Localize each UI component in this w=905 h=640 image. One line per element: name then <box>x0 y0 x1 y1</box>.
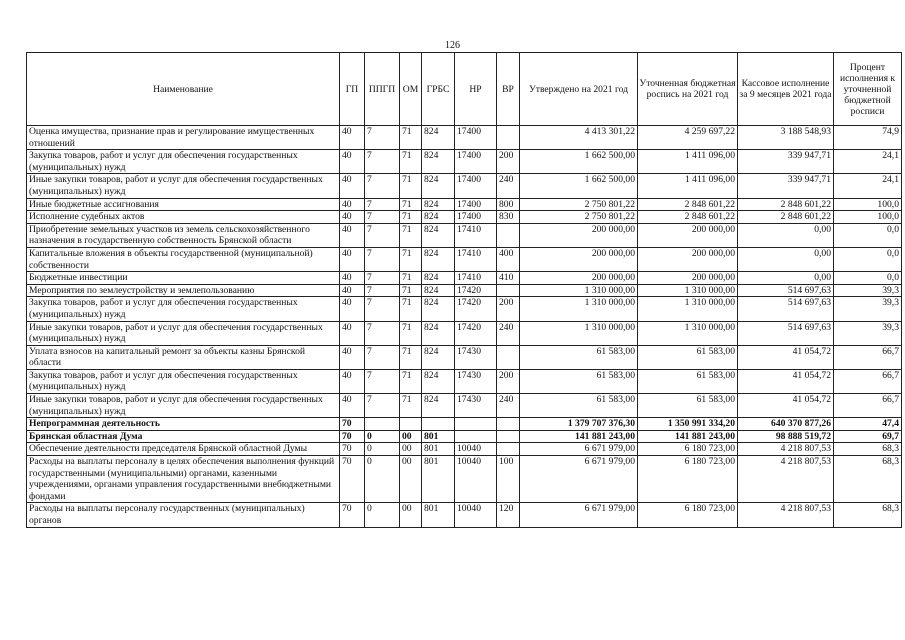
cell-om: 00 <box>400 430 422 443</box>
cell-name: Оценка имущества, признание прав и регулирование имущественных отношений <box>27 126 340 150</box>
cell-updated: 200 000,00 <box>638 247 738 271</box>
cell-approved: 4 413 301,22 <box>520 126 638 150</box>
cell-gp: 70 <box>340 430 365 443</box>
cell-ppgp: 7 <box>365 321 400 345</box>
cell-grbs: 824 <box>422 126 455 150</box>
cell-percent: 66,7 <box>834 345 902 369</box>
cell-cash: 41 054,72 <box>738 394 834 418</box>
cell-ppgp: 7 <box>365 223 400 247</box>
cell-updated: 200 000,00 <box>638 223 738 247</box>
cell-approved: 1 662 500,00 <box>520 150 638 174</box>
cell-approved: 1 310 000,00 <box>520 321 638 345</box>
cell-grbs: 824 <box>422 297 455 321</box>
cell-name: Мероприятия по землеустройству и землепользованию <box>27 284 340 297</box>
cell-approved: 6 671 979,00 <box>520 456 638 503</box>
cell-om: 71 <box>400 126 422 150</box>
cell-np: 17420 <box>455 321 497 345</box>
cell-vr <box>497 223 520 247</box>
cell-vr: 830 <box>497 211 520 224</box>
cell-percent: 24,1 <box>834 174 902 198</box>
col-header-grbs: ГРБС <box>422 53 455 126</box>
cell-cash: 514 697,63 <box>738 321 834 345</box>
cell-om: 00 <box>400 443 422 456</box>
table-row <box>27 150 902 174</box>
cell-percent: 100,0 <box>834 198 902 211</box>
cell-updated: 2 848 601,22 <box>638 198 738 211</box>
cell-name: Иные закупки товаров, работ и услуг для обеспечения государственных (муниципальных) нужд <box>27 394 340 418</box>
cell-percent: 0,0 <box>834 272 902 285</box>
table-row <box>27 247 902 271</box>
cell-name: Закупка товаров, работ и услуг для обеспечения государственных (муниципальных) нужд <box>27 369 340 393</box>
cell-gp: 70 <box>340 503 365 527</box>
cell-grbs: 824 <box>422 150 455 174</box>
cell-vr <box>497 418 520 431</box>
cell-np: 10040 <box>455 503 497 527</box>
cell-updated: 61 583,00 <box>638 394 738 418</box>
table-row <box>27 174 902 198</box>
cell-om: 00 <box>400 456 422 503</box>
col-header-ppgp: ППГП <box>365 53 400 126</box>
cell-np: 17420 <box>455 297 497 321</box>
cell-approved: 61 583,00 <box>520 394 638 418</box>
col-header-gp: ГП <box>340 53 365 126</box>
cell-cash: 514 697,63 <box>738 297 834 321</box>
cell-updated: 6 180 723,00 <box>638 443 738 456</box>
cell-grbs: 824 <box>422 345 455 369</box>
cell-ppgp: 7 <box>365 369 400 393</box>
cell-cash: 0,00 <box>738 223 834 247</box>
cell-om: 71 <box>400 211 422 224</box>
cell-cash: 2 848 601,22 <box>738 211 834 224</box>
cell-np: 17400 <box>455 126 497 150</box>
cell-grbs: 824 <box>422 394 455 418</box>
cell-ppgp: 7 <box>365 297 400 321</box>
cell-percent: 0,0 <box>834 223 902 247</box>
table-row <box>27 443 902 456</box>
cell-om <box>400 418 422 431</box>
cell-percent: 66,7 <box>834 369 902 393</box>
cell-grbs <box>422 418 455 431</box>
table-row <box>27 198 902 211</box>
table-row <box>27 418 902 431</box>
cell-updated: 1 310 000,00 <box>638 284 738 297</box>
cell-ppgp: 7 <box>365 198 400 211</box>
cell-percent: 39,3 <box>834 321 902 345</box>
cell-gp: 40 <box>340 297 365 321</box>
cell-name: Брянская областная Дума <box>27 430 340 443</box>
cell-vr: 200 <box>497 297 520 321</box>
cell-updated: 6 180 723,00 <box>638 456 738 503</box>
cell-np: 17410 <box>455 247 497 271</box>
cell-vr: 100 <box>497 456 520 503</box>
cell-om: 71 <box>400 198 422 211</box>
cell-ppgp: 7 <box>365 174 400 198</box>
cell-np: 17400 <box>455 150 497 174</box>
cell-name: Приобретение земельных участков из земель сельскохозяйственного назначения в государственную собственность Брянской области <box>27 223 340 247</box>
cell-np: 17430 <box>455 394 497 418</box>
cell-percent: 74,9 <box>834 126 902 150</box>
cell-ppgp: 7 <box>365 394 400 418</box>
cell-vr: 120 <box>497 503 520 527</box>
cell-gp: 40 <box>340 223 365 247</box>
cell-om: 71 <box>400 369 422 393</box>
cell-name: Иные закупки товаров, работ и услуг для обеспечения государственных (муниципальных) нужд <box>27 174 340 198</box>
cell-gp: 70 <box>340 443 365 456</box>
cell-approved: 200 000,00 <box>520 247 638 271</box>
cell-np: 17430 <box>455 345 497 369</box>
cell-vr: 800 <box>497 198 520 211</box>
cell-grbs: 824 <box>422 272 455 285</box>
cell-ppgp: 7 <box>365 345 400 369</box>
col-header-updated: Уточненная бюджетная роспись на 2021 год <box>638 53 738 126</box>
cell-cash: 4 218 807,53 <box>738 456 834 503</box>
cell-ppgp: 7 <box>365 247 400 271</box>
cell-cash: 0,00 <box>738 272 834 285</box>
cell-cash: 4 218 807,53 <box>738 503 834 527</box>
cell-updated: 61 583,00 <box>638 345 738 369</box>
cell-updated: 61 583,00 <box>638 369 738 393</box>
cell-approved: 200 000,00 <box>520 223 638 247</box>
cell-om: 71 <box>400 345 422 369</box>
cell-grbs: 824 <box>422 223 455 247</box>
cell-vr: 400 <box>497 247 520 271</box>
col-header-percent: Процент исполнения к уточненной бюджетной росписи <box>834 53 902 126</box>
budget-table <box>26 52 902 528</box>
cell-grbs: 824 <box>422 369 455 393</box>
cell-cash: 339 947,71 <box>738 150 834 174</box>
table-row <box>27 297 902 321</box>
cell-vr: 200 <box>497 150 520 174</box>
cell-percent: 39,3 <box>834 284 902 297</box>
cell-updated: 2 848 601,22 <box>638 211 738 224</box>
cell-percent: 100,0 <box>834 211 902 224</box>
cell-approved: 2 750 801,22 <box>520 211 638 224</box>
cell-percent: 68,3 <box>834 443 902 456</box>
col-header-name: Наименование <box>27 53 340 126</box>
cell-vr: 240 <box>497 321 520 345</box>
cell-updated: 1 350 991 334,20 <box>638 418 738 431</box>
cell-om: 71 <box>400 284 422 297</box>
cell-gp: 40 <box>340 174 365 198</box>
cell-approved: 1 379 707 376,30 <box>520 418 638 431</box>
cell-om: 71 <box>400 247 422 271</box>
cell-approved: 141 881 243,00 <box>520 430 638 443</box>
table-row <box>27 430 902 443</box>
table-row <box>27 126 902 150</box>
cell-updated: 1 411 096,00 <box>638 150 738 174</box>
cell-updated: 6 180 723,00 <box>638 503 738 527</box>
cell-cash: 640 370 877,26 <box>738 418 834 431</box>
cell-ppgp: 7 <box>365 272 400 285</box>
cell-cash: 3 188 548,93 <box>738 126 834 150</box>
cell-np: 10040 <box>455 456 497 503</box>
cell-cash: 4 218 807,53 <box>738 443 834 456</box>
cell-ppgp: 0 <box>365 456 400 503</box>
cell-gp: 40 <box>340 321 365 345</box>
cell-updated: 4 259 697,22 <box>638 126 738 150</box>
cell-percent: 39,3 <box>834 297 902 321</box>
cell-ppgp <box>365 418 400 431</box>
cell-cash: 339 947,71 <box>738 174 834 198</box>
cell-np: 17410 <box>455 223 497 247</box>
cell-name: Иные бюджетные ассигнования <box>27 198 340 211</box>
cell-np: 17410 <box>455 272 497 285</box>
cell-gp: 40 <box>340 126 365 150</box>
cell-om: 71 <box>400 297 422 321</box>
cell-gp: 70 <box>340 418 365 431</box>
cell-name: Расходы на выплаты персоналу в целях обеспечения выполнения функций государственными (муниципальными) органами, казенными учреждениями, органами управления государственными внебюджетными фондами <box>27 456 340 503</box>
cell-name: Закупка товаров, работ и услуг для обеспечения государственных (муниципальных) нужд <box>27 150 340 174</box>
cell-gp: 40 <box>340 247 365 271</box>
cell-vr <box>497 430 520 443</box>
cell-percent: 69,7 <box>834 430 902 443</box>
cell-approved: 2 750 801,22 <box>520 198 638 211</box>
table-row <box>27 394 902 418</box>
page-number: 126 <box>445 40 460 51</box>
col-header-om: ОМ <box>400 53 422 126</box>
cell-updated: 1 310 000,00 <box>638 297 738 321</box>
cell-om: 71 <box>400 272 422 285</box>
cell-om: 71 <box>400 321 422 345</box>
cell-updated: 1 310 000,00 <box>638 321 738 345</box>
cell-name: Обеспечение деятельности председателя Брянской областной Думы <box>27 443 340 456</box>
col-header-np: НР <box>455 53 497 126</box>
cell-vr <box>497 284 520 297</box>
cell-gp: 40 <box>340 198 365 211</box>
cell-om: 71 <box>400 174 422 198</box>
cell-ppgp: 7 <box>365 284 400 297</box>
cell-grbs: 824 <box>422 198 455 211</box>
cell-name: Непрограммная деятельность <box>27 418 340 431</box>
cell-percent: 68,3 <box>834 503 902 527</box>
cell-approved: 1 662 500,00 <box>520 174 638 198</box>
table-row <box>27 272 902 285</box>
cell-vr <box>497 126 520 150</box>
cell-ppgp: 7 <box>365 126 400 150</box>
cell-om: 00 <box>400 503 422 527</box>
cell-ppgp: 0 <box>365 503 400 527</box>
col-header-vr: ВР <box>497 53 520 126</box>
cell-np <box>455 418 497 431</box>
cell-ppgp: 7 <box>365 211 400 224</box>
cell-gp: 40 <box>340 211 365 224</box>
cell-vr: 200 <box>497 369 520 393</box>
cell-grbs: 801 <box>422 456 455 503</box>
cell-percent: 68,3 <box>834 456 902 503</box>
cell-vr: 410 <box>497 272 520 285</box>
table-header-row <box>27 53 902 126</box>
cell-grbs: 801 <box>422 443 455 456</box>
cell-vr <box>497 443 520 456</box>
cell-grbs: 801 <box>422 503 455 527</box>
cell-ppgp: 7 <box>365 150 400 174</box>
cell-om: 71 <box>400 394 422 418</box>
cell-cash: 0,00 <box>738 247 834 271</box>
cell-gp: 70 <box>340 456 365 503</box>
cell-np: 17400 <box>455 198 497 211</box>
cell-name: Иные закупки товаров, работ и услуг для обеспечения государственных (муниципальных) нужд <box>27 321 340 345</box>
cell-percent: 47,4 <box>834 418 902 431</box>
table-row <box>27 456 902 503</box>
cell-name: Закупка товаров, работ и услуг для обеспечения государственных (муниципальных) нужд <box>27 297 340 321</box>
cell-grbs: 824 <box>422 247 455 271</box>
cell-vr: 240 <box>497 174 520 198</box>
cell-om: 71 <box>400 150 422 174</box>
cell-approved: 6 671 979,00 <box>520 443 638 456</box>
cell-cash: 2 848 601,22 <box>738 198 834 211</box>
cell-ppgp: 0 <box>365 430 400 443</box>
cell-vr: 240 <box>497 394 520 418</box>
cell-gp: 40 <box>340 369 365 393</box>
cell-name: Расходы на выплаты персоналу государственных (муниципальных) органов <box>27 503 340 527</box>
cell-cash: 41 054,72 <box>738 369 834 393</box>
cell-name: Исполнение судебных актов <box>27 211 340 224</box>
cell-np: 10040 <box>455 443 497 456</box>
cell-grbs: 824 <box>422 321 455 345</box>
cell-grbs: 824 <box>422 174 455 198</box>
col-header-cash: Кассовое исполнение за 9 месяцев 2021 года <box>738 53 834 126</box>
cell-approved: 61 583,00 <box>520 345 638 369</box>
cell-gp: 40 <box>340 284 365 297</box>
cell-grbs: 824 <box>422 284 455 297</box>
cell-cash: 514 697,63 <box>738 284 834 297</box>
table-row <box>27 503 902 527</box>
cell-percent: 0,0 <box>834 247 902 271</box>
cell-grbs: 801 <box>422 430 455 443</box>
cell-name: Бюджетные инвестиции <box>27 272 340 285</box>
cell-np: 17400 <box>455 211 497 224</box>
cell-gp: 40 <box>340 345 365 369</box>
cell-cash: 41 054,72 <box>738 345 834 369</box>
cell-name: Капитальные вложения в объекты государственной (муниципальной) собственности <box>27 247 340 271</box>
cell-np: 17400 <box>455 174 497 198</box>
table-row <box>27 211 902 224</box>
cell-cash: 98 888 519,72 <box>738 430 834 443</box>
cell-vr <box>497 345 520 369</box>
cell-np: 17420 <box>455 284 497 297</box>
col-header-approved: Утверждено на 2021 год <box>520 53 638 126</box>
cell-name: Уплата взносов на капитальный ремонт за объекты казны Брянской области <box>27 345 340 369</box>
cell-np <box>455 430 497 443</box>
cell-updated: 200 000,00 <box>638 272 738 285</box>
cell-updated: 1 411 096,00 <box>638 174 738 198</box>
cell-approved: 6 671 979,00 <box>520 503 638 527</box>
cell-np: 17430 <box>455 369 497 393</box>
table-body <box>27 126 902 528</box>
table-row <box>27 223 902 247</box>
table-row <box>27 345 902 369</box>
cell-percent: 24,1 <box>834 150 902 174</box>
table-row <box>27 321 902 345</box>
cell-approved: 61 583,00 <box>520 369 638 393</box>
cell-gp: 40 <box>340 272 365 285</box>
cell-gp: 40 <box>340 150 365 174</box>
cell-om: 71 <box>400 223 422 247</box>
cell-grbs: 824 <box>422 211 455 224</box>
cell-approved: 200 000,00 <box>520 272 638 285</box>
cell-ppgp: 0 <box>365 443 400 456</box>
cell-percent: 66,7 <box>834 394 902 418</box>
cell-updated: 141 881 243,00 <box>638 430 738 443</box>
table-row <box>27 284 902 297</box>
table-row <box>27 369 902 393</box>
cell-approved: 1 310 000,00 <box>520 297 638 321</box>
cell-approved: 1 310 000,00 <box>520 284 638 297</box>
cell-gp: 40 <box>340 394 365 418</box>
